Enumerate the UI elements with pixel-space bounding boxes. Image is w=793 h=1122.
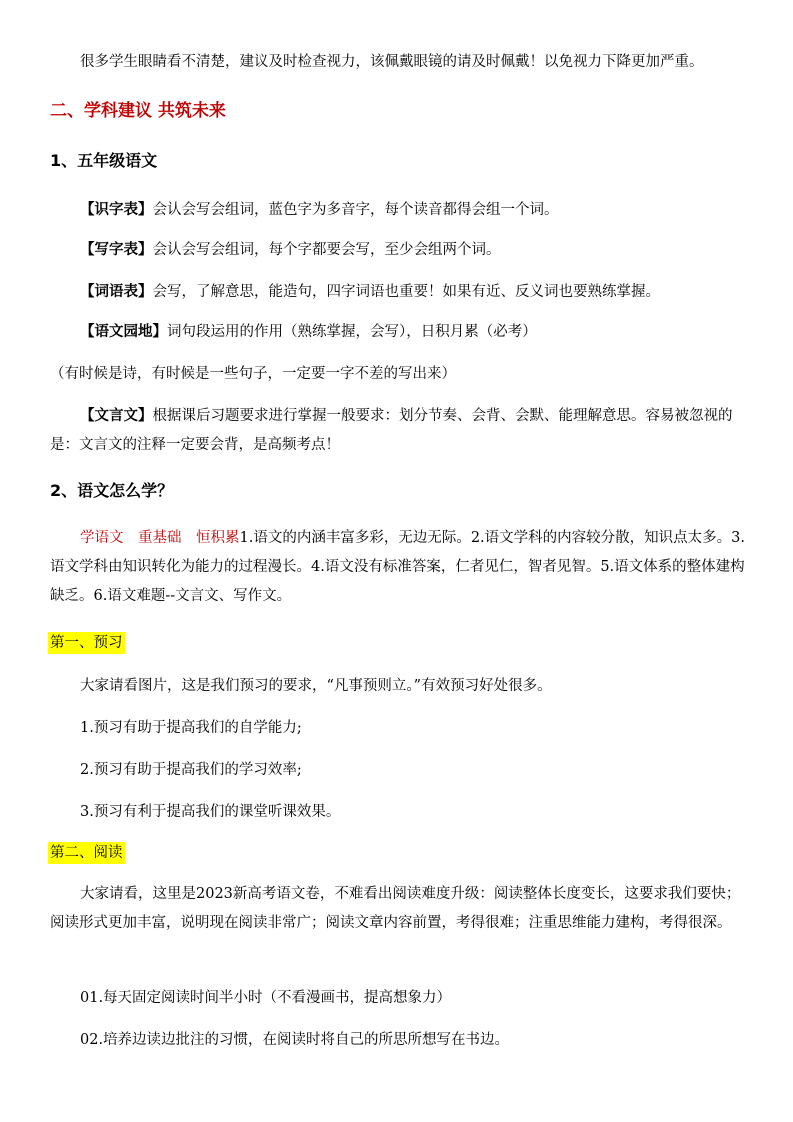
item-shizibiao <box>80 200 780 220</box>
item-yuwenyuandi <box>80 322 780 342</box>
classical-label: 【文言文】 <box>80 408 153 424</box>
reading-heading: 第二、阅读 <box>48 842 125 864</box>
item-text: 会认会写会组词，蓝色字为多音字，每个读音都得会组一个词。 <box>152 202 559 218</box>
item-text: 词句段运用的作用（熟练掌握，会写），日积月累（必考） <box>167 324 537 340</box>
preview-heading: 第一、预习 <box>48 632 125 654</box>
preview-point: 2.预习有助于提高我们的学习效率; <box>80 762 302 778</box>
item-label: 【语文园地】 <box>80 324 167 340</box>
intro-paragraph: 很多学生眼睛看不清楚，建议及时检查视力，该佩戴眼镜的请及时佩戴！以免视力下降更加严重。 <box>80 54 704 70</box>
motto: 学语文 重基础 恒积累 <box>80 530 240 546</box>
how-text: 1.语文的内涵丰富多彩，无边无际。2.语文学科的内容较分散，知识点太多。3.语文学科由知识转化为能力的过程漫长。4.语文没有标准答案，仁者见仁，智者见智。5.语文体系的整体建构缺乏。6.语文难题--文言文、写作文。 <box>50 530 746 604</box>
item-text: 会认会写会组词，每个字都要会写，至少会组两个词。 <box>152 242 501 258</box>
reading-point: 01.每天固定阅读时间半小时（不看漫画书，提高想象力） <box>80 990 452 1006</box>
preview-point: 1.预习有助于提高我们的自学能力; <box>80 720 302 736</box>
item-text: 会写，了解意思，能造句，四字词语也重要！如果有近、反义词也要熟练掌握。 <box>152 284 660 300</box>
item-ciyubiao <box>80 282 780 302</box>
subsection-title-how: 2、语文怎么学？ <box>50 481 174 500</box>
item-label: 【写字表】 <box>80 242 153 258</box>
reading-intro: 大家请看，这里是2023新高考语文卷，不难看出阅读难度升级：阅读整体长度变长，这要求我们要快；阅读形式更加丰富，说明现在阅读非常广；阅读文章内容前置，考得很难；注重思维能力建构，考得很深。 <box>50 886 741 931</box>
item-label: 【词语表】 <box>80 284 153 300</box>
reading-point: 02.培养边读边批注的习惯，在阅读时将自己的所思所想写在书边。 <box>80 1032 510 1048</box>
subsection-title-grade5: 1、五年级语文 <box>50 151 158 170</box>
classical-text: 根据课后习题要求进行掌握一般要求：划分节奏、会背、会默、能理解意思。容易被忽视的是：文言文的注释一定要会背，是高频考点！ <box>50 408 733 453</box>
item-xiezibiao <box>80 240 780 260</box>
how-paragraph <box>50 524 750 611</box>
preview-intro: 大家请看图片，这是我们预习的要求，“凡事预则立。”有效预习好处很多。 <box>80 678 552 694</box>
preview-point: 3.预习有利于提高我们的课堂听课效果。 <box>80 804 341 820</box>
note-line: （有时候是诗，有时候是一些句子，一定要一字不差的写出来） <box>50 366 456 382</box>
item-label: 【识字表】 <box>80 202 153 218</box>
classical-chinese-paragraph <box>50 402 750 460</box>
section-title: 二、学科建议 共筑未来 <box>50 101 226 121</box>
